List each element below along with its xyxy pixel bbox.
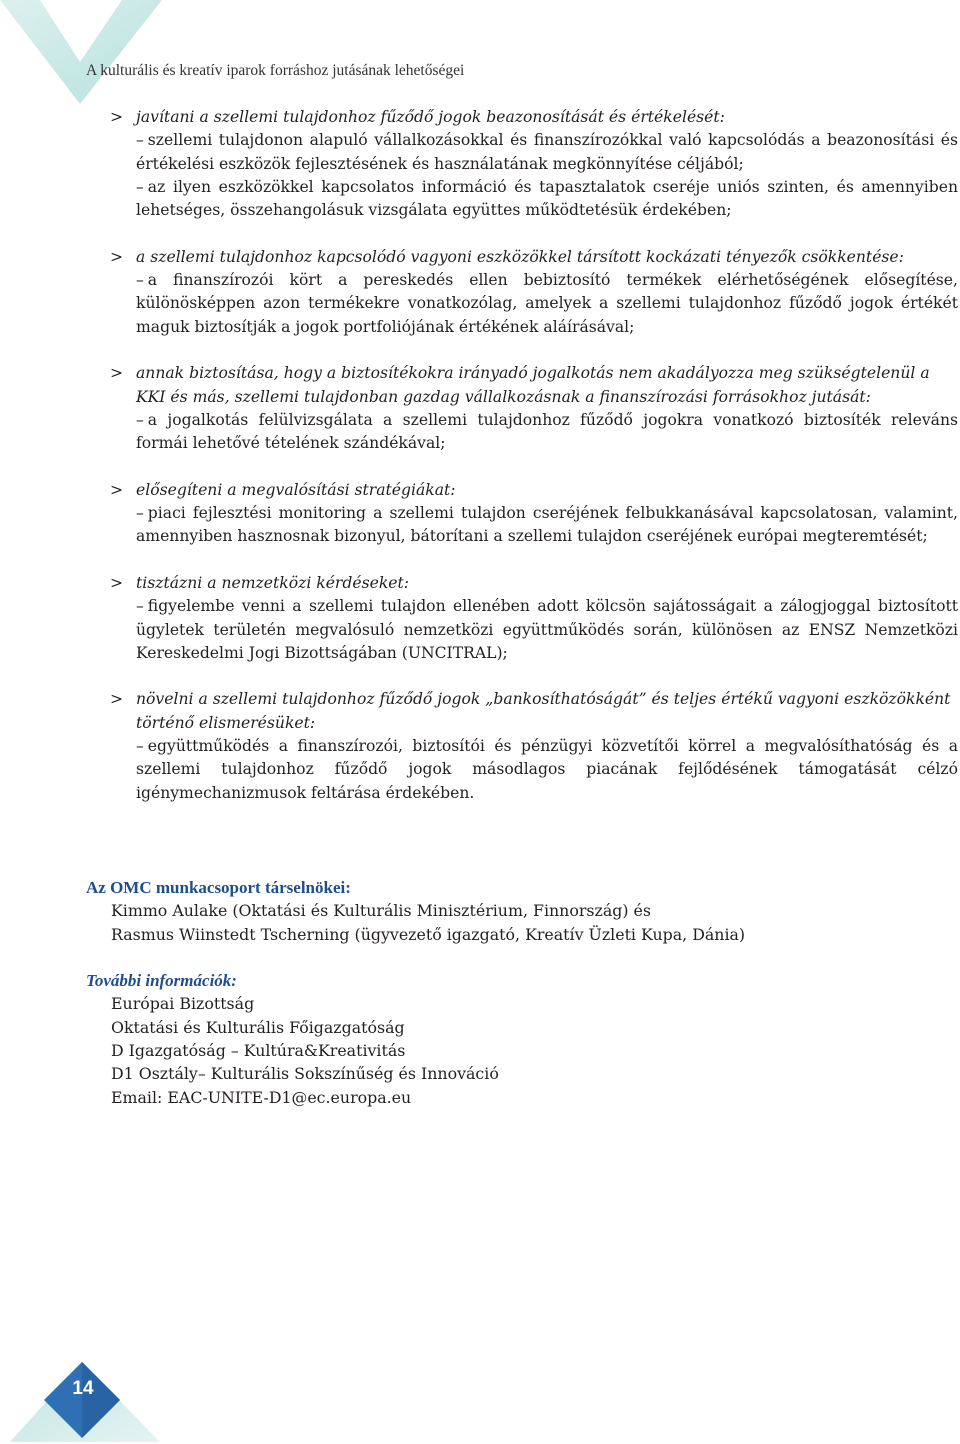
list-item: [110, 688, 958, 804]
more-info-title: További információk:: [86, 971, 237, 991]
info-line: D Igazgatóság – Kultúra&Kreativitás: [111, 1041, 406, 1061]
bullet-marker: >: [110, 690, 124, 709]
item-heading: a szellemi tulajdonhoz kapcsolódó vagyoni eszközökkel társított kockázati tényezők csökkentése:: [136, 247, 904, 266]
item-line: – figyelembe venni a szellemi tulajdon ellenében adott kölcsön sajátosságait a zálogjoggal biztosított ügyletek területén megvalósuló nemzetközi együttműködés során, különösen az ENSZ Nemzetközi Kereskedelmi Jogi Bizottságában (UNCITRAL);: [136, 597, 958, 662]
item-line: – együttműködés a finanszírozói, biztosítói és pénzügyi közvetítői körrel a megvalósíthatóság és a szellemi tulajdonhoz fűződő jogok másodlagos piacának fejlődésének támogatását célzó igénymechanizmusok feltárása érdekében.: [136, 737, 958, 802]
page-number: 14: [72, 1378, 94, 1399]
item-heading: javítani a szellemi tulajdonhoz fűződő jogok beazonosítását és értékelését:: [136, 108, 725, 126]
list-item: [110, 106, 958, 222]
list-item: [110, 479, 958, 549]
bullet-marker: >: [110, 247, 124, 266]
header-chevron-decoration: [0, 0, 170, 110]
bullet-marker: >: [110, 573, 124, 592]
bullet-marker: >: [110, 480, 124, 499]
bullet-marker: >: [110, 364, 124, 383]
bullet-marker: >: [110, 108, 124, 126]
item-line: – az ilyen eszközökkel kapcsolatos információ és tapasztalatok cseréje uniós szinten, és amennyiben lehetséges, összehangolásuk vizsgálata együttes működtetésük érdekében;: [136, 177, 958, 220]
item-heading: annak biztosítása, hogy a biztosítékokra irányadó jogalkotás nem akadályozza meg szükségtelenül a KKI és más, szellemi tulajdonban gazdag vállalkozásnak a finanszírozási forrásokhoz jutását:: [136, 364, 930, 406]
more-info-list: [86, 992, 886, 1108]
cochairs-title: Az OMC munkacsoport társelnökei:: [86, 878, 351, 897]
item-line: – szellemi tulajdonon alapuló vállalkozásokkal és finanszírozókkal való kapcsolódás a beazonosítási és értékelési eszközök fejlesztésének és használatának megkönnyítése céljából;: [136, 131, 958, 173]
list-item: [110, 246, 958, 339]
item-line: – piaci fejlesztési monitoring a szellemi tulajdon cseréjének felbukkanásával kapcsolatosan, valamint, amennyiben hasznosnak bizonyul, bátorítani a szellemi tulajdon cseréjének európai megteremtését;: [136, 504, 958, 546]
item-line: – a finanszírozói kört a pereskedés ellen bebiztosító termékek elérhetőségének elősegítése, különösképpen azon termékekre vonatkozólag, amelyek a szellemi tulajdonhoz fűződő jogok értékét maguk biztosítják a jogok portfoliójának értékének aláírásával;: [136, 271, 958, 336]
item-heading: növelni a szellemi tulajdonhoz fűződő jogok „bankosíthatóságát” és teljes értékű vagyoni eszközökként történő elismerésüket:: [136, 690, 951, 732]
item-line: – a jogalkotás felülvizsgálata a szellemi tulajdonhoz fűződő jogokra vonatkozó biztosíték releváns formái lehetővé tételének szándékával;: [136, 410, 958, 453]
cochairs-list: [86, 899, 886, 946]
cochair-line: Rasmus Wiinstedt Tscherning (ügyvezető igazgató, Kreatív Üzleti Kupa, Dánia): [111, 924, 746, 944]
list-item: [110, 572, 958, 665]
email-line: Email: EAC-UNITE-D1@ec.europa.eu: [111, 1087, 412, 1107]
info-line: D1 Osztály– Kulturális Sokszínűség és Innováció: [111, 1064, 499, 1084]
item-heading: elősegíteni a megvalósítási stratégiákat:: [136, 480, 456, 499]
contact-sections: [86, 876, 886, 1109]
running-header: A kulturális és kreatív iparok forráshoz jutásának lehetőségei: [86, 62, 465, 79]
item-heading: tisztázni a nemzetközi kérdéseket:: [136, 573, 410, 592]
info-line: Oktatási és Kulturális Főigazgatóság: [111, 1017, 405, 1037]
list-item: [110, 362, 958, 455]
info-line: Európai Bizottság: [111, 994, 255, 1014]
recommendation-list: [110, 106, 958, 828]
cochair-line: Kimmo Aulake (Oktatási és Kulturális Minisztérium, Finnország) és: [111, 901, 652, 921]
